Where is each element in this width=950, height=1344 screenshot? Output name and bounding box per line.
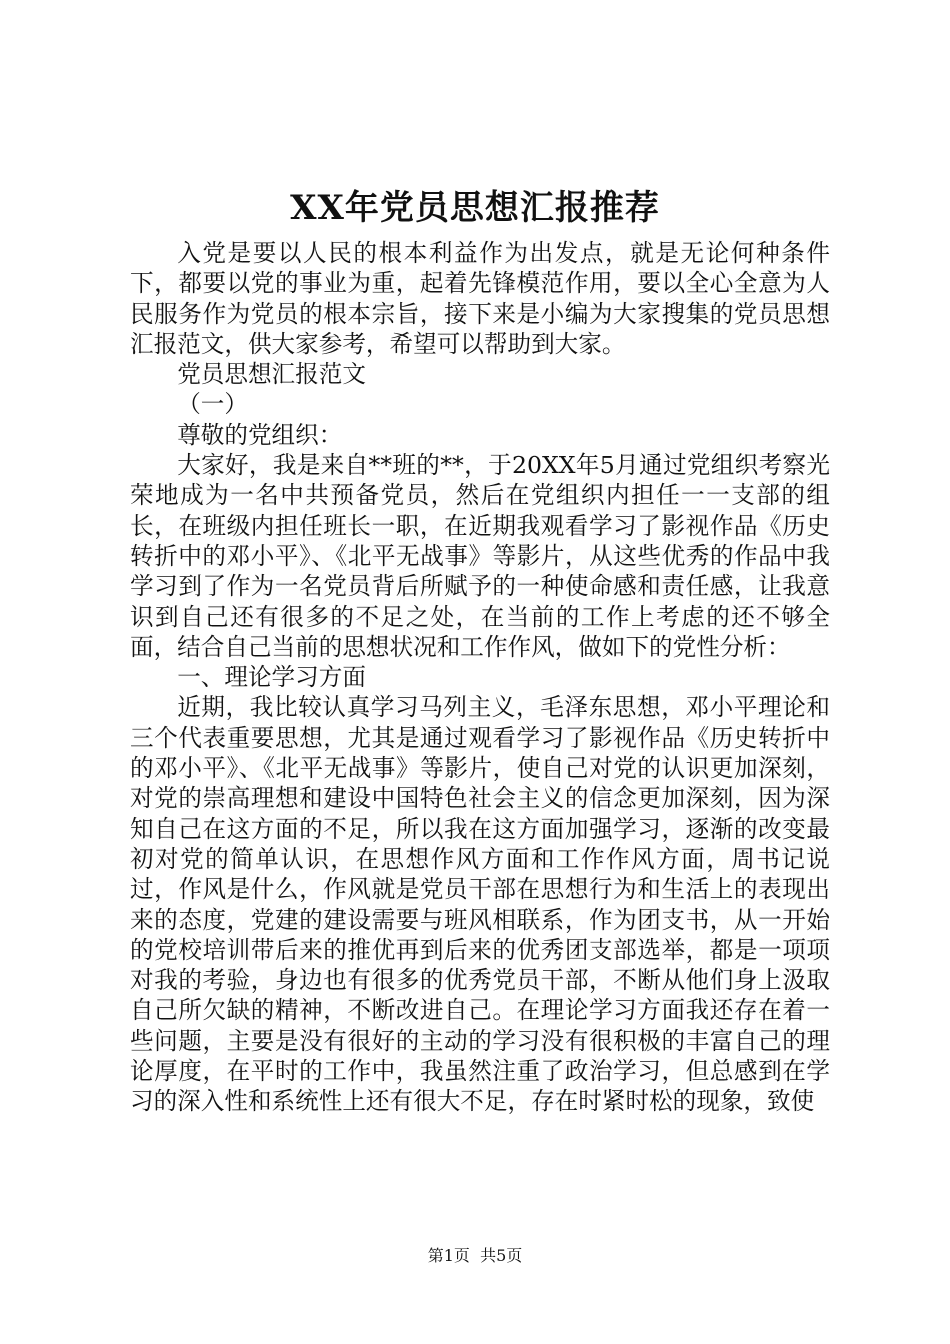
subheading: 一、理论学习方面 — [177, 663, 366, 692]
subsection-number: （一） — [177, 390, 248, 419]
document-body — [130, 238, 830, 1117]
page-number: 第1页 — [427, 1246, 470, 1265]
document-title: XX年党员思想汇报推荐 — [290, 188, 660, 228]
page-total: 共5页 — [480, 1246, 523, 1265]
salutation: 尊敬的党组织： — [177, 420, 343, 449]
intro-paragraph: 入党是要以人民的根本利益作为出发点，就是无论何种条件下，都要以党的事业为重，起着先锋模范作用，要以全心全意为人民服务作为党员的根本宗旨，接下来是小编为大家搜集的党员思想汇报范文，供大家参考，希望可以帮助到大家。 — [130, 239, 830, 358]
body-paragraph: 近期，我比较认真学习马列主义，毛泽东思想，邓小平理论和三个代表重要思想，尤其是通过观看学习了影视作品《历史转折中的邓小平》、《北平无战事》等影片，使自己对党的认识更加深刻，对党的崇高理想和建设中国特色社会主义的信念更加深刻，因为深知自己在这方面的不足，所以我在这方面加强学习，逐渐的改变最初对党的简单认识，在思想作风方面和工作作风方面，周书记说过，作风是什么，作风就是党员干部在思想行为和生活上的表现出来的态度，党建的建设需要与班风相联系，作为团支书，从一开始的党校培训带后来的推优再到后来的优秀团支部选举，都是一项项对我的考验，身边也有很多的优秀党员干部，不断从他们身上汲取自己所欠缺的精神，不断改进自己。在理论学习方面我还存在着一些问题，主要是没有很好的主动的学习没有很积极的丰富自己的理论厚度，在平时的工作中，我虽然注重了政治学习，但总感到在学习的深入性和系统性上还有很大不足，存在时紧时松的现象，致使 — [130, 693, 830, 1116]
page-footer — [0, 1245, 950, 1267]
body-paragraph: 大家好，我是来自**班的**，于20XX年5月通过党组织考察光荣地成为一名中共预备党员，然后在党组织内担任一一支部的组长，在班级内担任班长一职，在近期我观看学习了影视作品《历史转折中的邓小平》、《北平无战事》等影片，从这些优秀的作品中我学习到了作为一名党员背后所赋予的一种使命感和责任感，让我意识到自己还有很多的不足之处，在当前的工作上考虑的还不够全面，结合自己当前的思想状况和工作作风，做如下的党性分析： — [130, 451, 830, 661]
section-heading: 党员思想汇报范文 — [177, 360, 366, 389]
